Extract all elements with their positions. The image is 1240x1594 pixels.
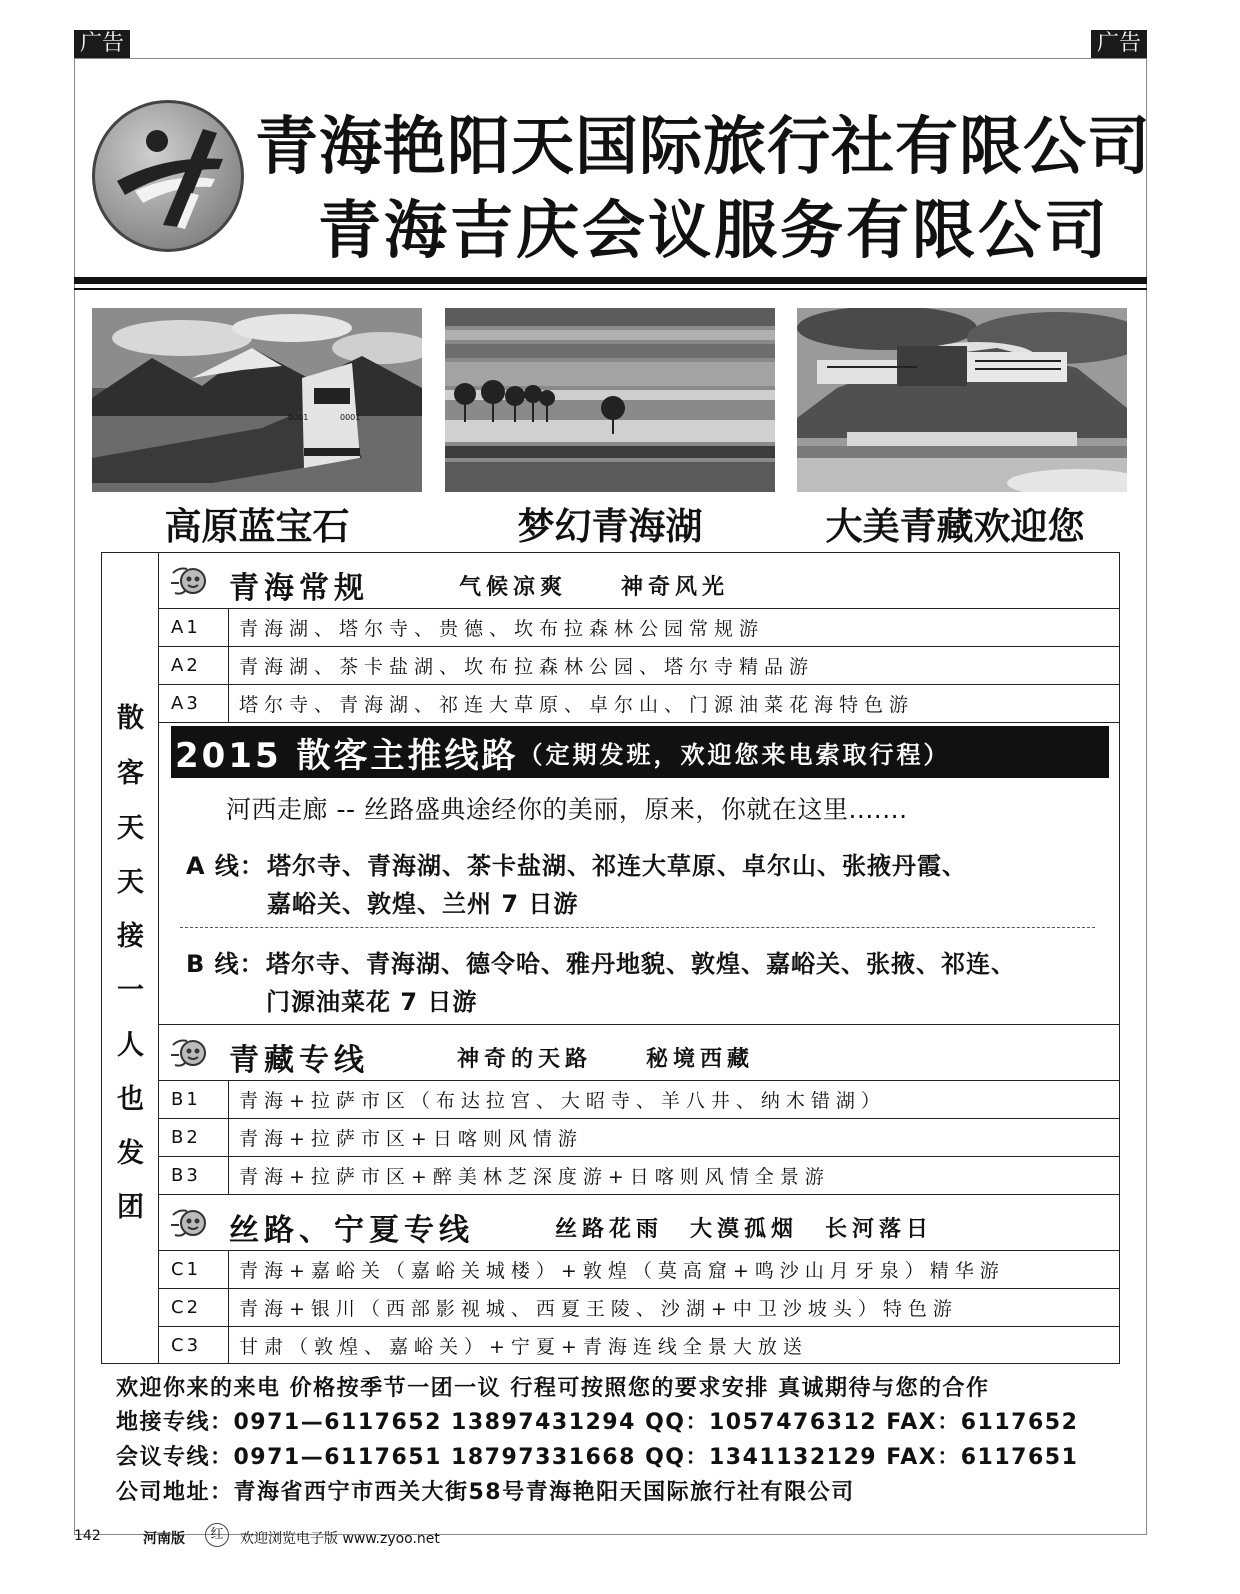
photo-plateau-train — [92, 308, 422, 492]
route-code: C1 — [159, 1251, 229, 1288]
ad-tag-left: 广告 — [74, 30, 130, 58]
side-char: 接 — [117, 921, 144, 952]
logo-emblem-icon — [95, 103, 241, 249]
side-char: 人 — [117, 1030, 144, 1061]
route-code: A3 — [159, 685, 229, 722]
sun-face-icon — [169, 563, 215, 599]
train-number-left: 0001 — [288, 413, 309, 422]
route-row — [159, 1289, 1119, 1327]
company-address: 公司地址：青海省西宁市西关大街58号青海艳阳天国际旅行社有限公司 — [116, 1480, 855, 1505]
route-code: B1 — [159, 1081, 229, 1118]
side-char: 也 — [117, 1084, 144, 1115]
route-text: 青海+银川（西部影视城、西夏王陵、沙湖+中卫沙坡头）特色游 — [239, 1298, 958, 1320]
section-silk-header — [159, 1195, 1119, 1251]
route-code: A1 — [159, 609, 229, 646]
side-char: 客 — [117, 758, 144, 789]
hexi-corridor-intro: 河西走廊 -- 丝路盛典途经你的美丽，原来，你就在这里....... — [226, 795, 908, 824]
company-name-travel: 青海艳阳天国际旅行社有限公司 — [255, 109, 1151, 183]
caption-plateau-sapphire: 高原蓝宝石 — [164, 504, 350, 548]
banner-note: （定期发班，欢迎您来电索取行程） — [518, 740, 951, 769]
side-char: 天 — [117, 813, 144, 844]
photo-potala-palace — [797, 308, 1127, 492]
route-row — [159, 1251, 1119, 1289]
route-divider — [180, 927, 1095, 928]
page-number: 142 — [74, 1528, 101, 1544]
route-code: B2 — [159, 1119, 229, 1156]
section-title: 丝路、宁夏专线 — [229, 1213, 474, 1248]
featured-banner — [171, 726, 1109, 778]
route-text: 青海+嘉峪关（嘉峪关城楼）+敦煌（莫高窟+鸣沙山月牙泉）精华游 — [239, 1260, 1005, 1282]
header-divider — [74, 277, 1147, 284]
train-number-right: 0001 — [340, 413, 361, 422]
ad-tag-right: 广告 — [1091, 30, 1147, 58]
section-slogan: 丝路花雨 大漠孤烟 长河落日 — [555, 1217, 934, 1242]
company-logo — [92, 100, 244, 252]
ground-service-contact: 地接专线：0971—6117652 13897431294 QQ：1057476312 FAX：6117652 — [116, 1410, 1079, 1435]
banner-title: 2015 散客主推线路 — [175, 735, 519, 776]
line-b-stops: 塔尔寺、青海湖、德令哈、雅丹地貌、敦煌、嘉峪关、张掖、祁连、 — [266, 950, 1016, 978]
company-name-meeting: 青海吉庆会议服务有限公司 — [318, 193, 1110, 267]
header-divider-thin — [74, 288, 1147, 290]
side-char: 团 — [117, 1192, 144, 1223]
hong-mark-icon: 红 — [205, 1523, 229, 1547]
sun-face-icon — [169, 1205, 215, 1241]
route-row — [159, 1119, 1119, 1157]
route-row — [159, 647, 1119, 685]
route-row — [159, 685, 1119, 723]
side-banner-daily-tours — [102, 553, 159, 1363]
section-title: 青藏专线 — [229, 1043, 369, 1078]
line-a-stops: 塔尔寺、青海湖、茶卡盐湖、祁连大草原、卓尔山、张掖丹霞、 — [267, 852, 967, 880]
photo-qinghai-lake — [445, 308, 775, 492]
line-a-label: A 线： — [186, 852, 265, 880]
section-slogan: 神奇的天路 秘境西藏 — [457, 1047, 755, 1072]
section-slogan: 气候凉爽 神奇风光 — [459, 575, 730, 600]
route-code: C3 — [159, 1327, 229, 1363]
side-char: 一 — [117, 975, 144, 1006]
route-text: 青海+拉萨市区（布达拉宫、大昭寺、羊八井、纳木错湖） — [239, 1090, 886, 1112]
sun-face-icon — [169, 1035, 215, 1071]
route-text: 塔尔寺、青海湖、祁连大草原、卓尔山、门源油菜花海特色游 — [239, 694, 915, 716]
route-text: 青海+拉萨市区+日喀则风情游 — [239, 1128, 583, 1150]
route-row — [159, 609, 1119, 647]
section-tibet-header — [159, 1025, 1119, 1081]
route-text: 青海湖、茶卡盐湖、坎布拉森林公园、塔尔寺精品游 — [239, 656, 815, 678]
route-code: B3 — [159, 1157, 229, 1194]
route-row — [159, 1081, 1119, 1119]
route-text: 青海+拉萨市区+醉美林芝深度游+日喀则风情全景游 — [239, 1166, 830, 1188]
website-link[interactable]: 欢迎浏览电子版 www.zyoo.net — [240, 1531, 440, 1547]
meeting-service-contact: 会议专线：0971—6117651 18797331668 QQ：1341132129 FAX：6117651 — [116, 1445, 1079, 1470]
line-b-label: B 线： — [186, 950, 265, 978]
section-qinghai-header — [159, 553, 1119, 609]
caption-dream-lake: 梦幻青海湖 — [517, 504, 703, 548]
route-code: A2 — [159, 647, 229, 684]
line-b-stops-cont: 门源油菜花 7 日游 — [266, 988, 478, 1016]
route-code: C2 — [159, 1289, 229, 1326]
route-row — [159, 1157, 1119, 1195]
side-char: 散 — [117, 703, 144, 734]
side-char: 发 — [117, 1138, 144, 1169]
edition-label: 河南版 — [143, 1531, 185, 1547]
welcome-line: 欢迎你来的来电 价格按季节一团一议 行程可按照您的要求安排 真诚期待与您的合作 — [116, 1376, 990, 1401]
side-char: 天 — [117, 867, 144, 898]
section-title: 青海常规 — [229, 571, 369, 606]
route-text: 甘肃（敦煌、嘉峪关）+宁夏+青海连线全景大放送 — [239, 1335, 808, 1358]
route-text: 青海湖、塔尔寺、贵德、坎布拉森林公园常规游 — [239, 618, 765, 640]
line-a-stops-cont: 嘉峪关、敦煌、兰州 7 日游 — [267, 890, 579, 918]
route-row — [159, 1327, 1119, 1363]
caption-welcome-tibet: 大美青藏欢迎您 — [825, 504, 1085, 548]
